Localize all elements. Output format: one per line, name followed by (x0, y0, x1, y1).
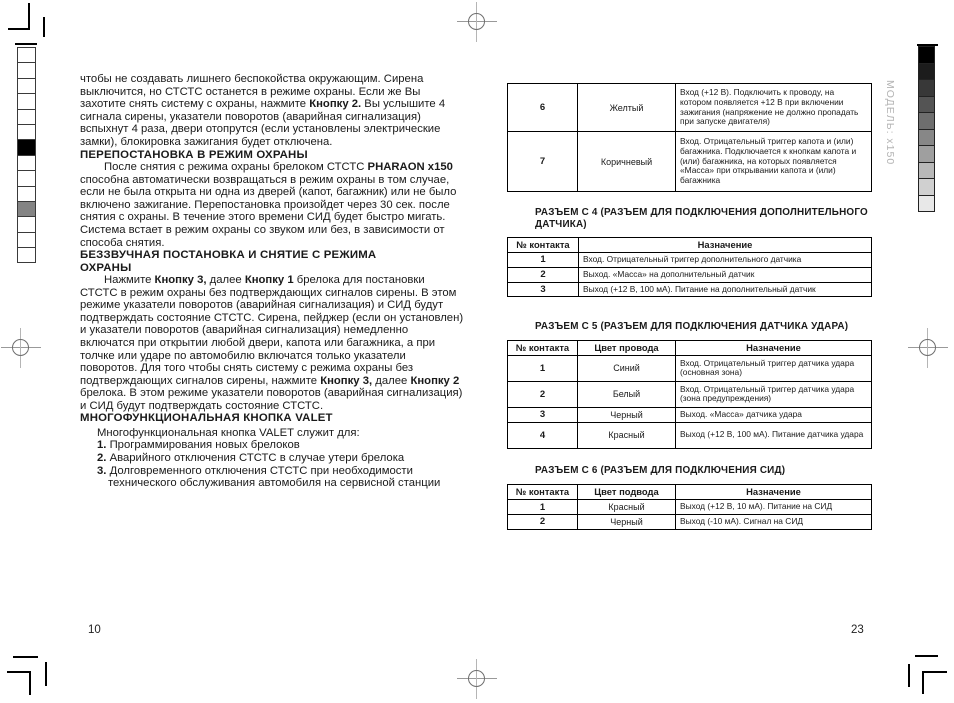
silent-paragraph (80, 274, 464, 413)
crop-mark (28, 3, 30, 30)
text-segment-bold: Кнопку 3, (320, 374, 373, 387)
registration-mark-icon (457, 659, 497, 699)
text-segment: далее (206, 273, 245, 286)
table-cell: Вход. Отрицательный триггер датчика удара (зона предупреждения) (676, 381, 872, 407)
crosshair-circle (919, 339, 936, 356)
wire-connection-table (507, 83, 872, 192)
section-heading-valet: МНОГОФУНКЦИОНАЛЬНАЯ КНОПКА VALET (80, 412, 333, 425)
table-header-row (508, 340, 872, 355)
calibration-square (17, 201, 36, 217)
text-segment: брелока для постановки СТСТС в режим охраны без подтверждающих сигналов сирены. В этом режиме указатели поворотов (аварийная сигнализация) и СИД будут подтверждать состояние СТСТС. Сирена, пейджер (если он установлен) и указатели поворотов (аварийная сигнализация) немедленно включатся при открытии любой двери, капота или багажника, а при толчке или ударе по автомобилю включатся только указатели поворотов. Для того чтобы снять систему с режима охраны без подтверждающих сигналов сирены, нажмите (80, 273, 464, 387)
section-heading-silent: БЕЗЗВУЧНАЯ ПОСТАНОВКА И СНЯТИЕ С РЕЖИМА ОХРАНЫ (80, 249, 377, 274)
table-cell: Выход (+12 В, 100 мА). Питание датчика удара (676, 422, 872, 448)
right-page (507, 83, 873, 530)
text-segment-bold: PHARAON x150 (367, 160, 453, 173)
table-cell: Выход (+12 В, 100 мА). Питание на дополнительный датчик (579, 282, 872, 297)
table-row (508, 84, 872, 132)
crop-mark (43, 17, 45, 37)
table-cell: Выход. «Масса» на дополнительный датчик (579, 267, 872, 282)
section-heading-c5: РАЗЪЕМ С 5 (РАЗЪЕМ ДЛЯ ПОДКЛЮЧЕНИЯ ДАТЧИКА УДАРА) (535, 321, 849, 333)
table-row (508, 355, 872, 381)
list-text: Программирования новых брелоков (109, 439, 300, 452)
section-heading-rearm: ПЕРЕПОСТАНОВКА В РЕЖИМ ОХРАНЫ (80, 148, 308, 161)
list-number: 1. (97, 439, 107, 452)
valet-list-item (97, 439, 464, 452)
valet-intro-line: Многофункциональная кнопка VALET служит для: (97, 426, 360, 439)
crop-mark (922, 671, 924, 694)
crosshair-circle (468, 670, 485, 687)
table-cell: 4 (508, 422, 578, 448)
calibration-square (918, 178, 935, 196)
column-header: № контакта (508, 238, 579, 253)
text-segment: брелока. В этом режиме указатели поворотов (аварийная сигнализация) и СИД будут подтверждать состояние СТСТС. (80, 387, 463, 412)
table-row (508, 500, 872, 515)
section-heading-c6: РАЗЪЕМ С 6 (РАЗЪЕМ ДЛЯ ПОДКЛЮЧЕНИЯ СИД) (535, 464, 786, 476)
calibration-square (17, 232, 36, 248)
table-cell: Вход. Отрицательный триггер капота и (или) багажника. Подключается к кнопкам капота и (или) багажника, на которых появляется «Масса» при открывании капота и (или) багажника (676, 132, 872, 192)
calibration-square (918, 195, 935, 213)
text-segment-bold: Кнопку 2 (410, 374, 460, 387)
table-cell: Черный (578, 514, 676, 529)
column-header: № контакта (508, 340, 578, 355)
crop-mark (29, 671, 31, 695)
table-cell: Красный (578, 422, 676, 448)
page-number-right: 23 (851, 624, 864, 636)
table-cell: 1 (508, 253, 579, 268)
calibration-square (17, 78, 36, 94)
text-segment: далее (372, 374, 411, 387)
list-number: 2. (97, 452, 107, 465)
table-cell: Вход (+12 В). Подключить к проводу, на котором появляется +12 В при включении зажигания (напряжение не должно пропадать при запуске двигателя) (676, 84, 872, 132)
connector-c4-table (507, 237, 872, 297)
column-header: Назначение (676, 340, 872, 355)
calibration-square (918, 129, 935, 147)
calibration-square (17, 170, 36, 186)
registration-mark-icon (908, 328, 948, 368)
calibration-square (918, 112, 935, 130)
table-cell: 2 (508, 267, 579, 282)
intro-paragraph (80, 73, 464, 149)
table-cell: 2 (508, 514, 578, 529)
valet-list-item (97, 452, 464, 465)
table-header-row (508, 485, 872, 500)
column-header: № контакта (508, 485, 578, 500)
crop-mark (15, 43, 37, 45)
table-cell: Выход. «Масса» датчика удара (676, 407, 872, 422)
table-cell: Красный (578, 500, 676, 515)
calibration-strip-right (918, 47, 935, 212)
table-row (508, 282, 872, 297)
calibration-square (918, 162, 935, 180)
calibration-square (17, 109, 36, 125)
table-cell: Выход (+12 В, 10 мА). Питание на СИД (676, 500, 872, 515)
column-header: Назначение (676, 485, 872, 500)
calibration-square (17, 139, 36, 155)
calibration-square (918, 145, 935, 163)
crop-mark (8, 28, 30, 30)
list-text: Долговременного отключения СТСТС при необходимости технического обслуживания автомобиля на сервисной станции (108, 464, 441, 490)
left-page (80, 73, 464, 490)
crop-mark (45, 662, 47, 686)
connector-c5-table (507, 340, 872, 449)
crop-mark (908, 664, 910, 687)
table-row (508, 381, 872, 407)
text-segment: После снятия с режима охраны брелоком СТСТС (104, 160, 368, 173)
text-segment-bold: Кнопку 2. (309, 98, 362, 111)
calibration-square (17, 62, 36, 78)
calibration-square (17, 186, 36, 202)
text-segment: Нажмите (104, 273, 155, 286)
crop-mark (915, 655, 938, 657)
registration-mark-icon (457, 2, 497, 42)
table-cell: Синий (578, 355, 676, 381)
table-header-row (508, 238, 872, 253)
connector-c6-table (507, 484, 872, 530)
list-number: 3. (97, 464, 107, 477)
table-cell: 2 (508, 381, 578, 407)
table-cell: 6 (508, 84, 578, 132)
table-row (508, 422, 872, 448)
text-segment: Вы услышите 4 сигнала сирены, указатели поворотов (аварийная сигнализация) вспыхнут 4 раза, двери отопрутся (если установлены электрические замки), блокировка зажигания будет отключена. (80, 98, 446, 148)
registration-mark-icon (1, 328, 41, 368)
table-row (508, 407, 872, 422)
table-cell: Вход. Отрицательный триггер дополнительного датчика (579, 253, 872, 268)
table-row (508, 267, 872, 282)
list-text: Аварийного отключения СТСТС в случае утери брелока (109, 452, 405, 465)
crosshair-circle (12, 339, 29, 356)
table-row (508, 132, 872, 192)
table-cell: Черный (578, 407, 676, 422)
column-header: Цвет подвода (578, 485, 676, 500)
model-label: МОДЕЛЬ: x150 (884, 80, 896, 166)
crop-mark (7, 671, 31, 673)
calibration-square (918, 46, 935, 64)
valet-section-body (97, 427, 464, 490)
table-cell: 1 (508, 355, 578, 381)
table-cell: 1 (508, 500, 578, 515)
text-segment: чтобы не создавать лишнего беспокойства окружающим. Сирена выключится, но СТСТС останется в режиме охраны. Если же Вы захотите снять систему с охраны, нажмите (80, 73, 424, 111)
calibration-square (17, 247, 36, 263)
section-heading-c4: РАЗЪЕМ С 4 (РАЗЪЕМ ДЛЯ ПОДКЛЮЧЕНИЯ ДОПОЛНИТЕЛЬНОГО ДАТЧИКА) (535, 207, 868, 230)
calibration-square (17, 124, 36, 140)
table-row (508, 514, 872, 529)
column-header: Цвет провода (578, 340, 676, 355)
crop-mark (922, 671, 947, 673)
valet-list-item (97, 465, 464, 490)
calibration-square (918, 63, 935, 81)
calibration-square (17, 216, 36, 232)
calibration-square (918, 96, 935, 114)
table-cell: Желтый (578, 84, 676, 132)
table-cell: Белый (578, 381, 676, 407)
column-header: Назначение (579, 238, 872, 253)
calibration-strip-left (17, 48, 36, 263)
table-row (508, 253, 872, 268)
table-cell: 3 (508, 407, 578, 422)
rearm-paragraph (80, 161, 464, 249)
table-cell: 3 (508, 282, 579, 297)
table-cell: Коричневый (578, 132, 676, 192)
calibration-square (918, 79, 935, 97)
page-number-left: 10 (88, 624, 101, 636)
calibration-square (17, 155, 36, 171)
text-segment-bold: Кнопку 3, (154, 273, 207, 286)
table-cell: 7 (508, 132, 578, 192)
text-segment: способна автоматически возвращаться в режим охраны в том случае, если не была открыта ни одна из дверей (капот, багажник) или не было включено зажигание. Перепостановка произойдет через 30 сек. после снятия с охраны. В течение этого времени СИД будет быстро мигать. Система встает в режим охраны со звуком или без, в зависимости от способа снятия. (80, 173, 457, 249)
calibration-square (17, 47, 36, 63)
table-cell: Вход. Отрицательный триггер датчика удара (основная зона) (676, 355, 872, 381)
table-cell: Выход (-10 мА). Сигнал на СИД (676, 514, 872, 529)
crop-mark (13, 656, 38, 658)
text-segment-bold: Кнопку 1 (244, 273, 294, 286)
crosshair-circle (468, 13, 485, 30)
calibration-square (17, 93, 36, 109)
